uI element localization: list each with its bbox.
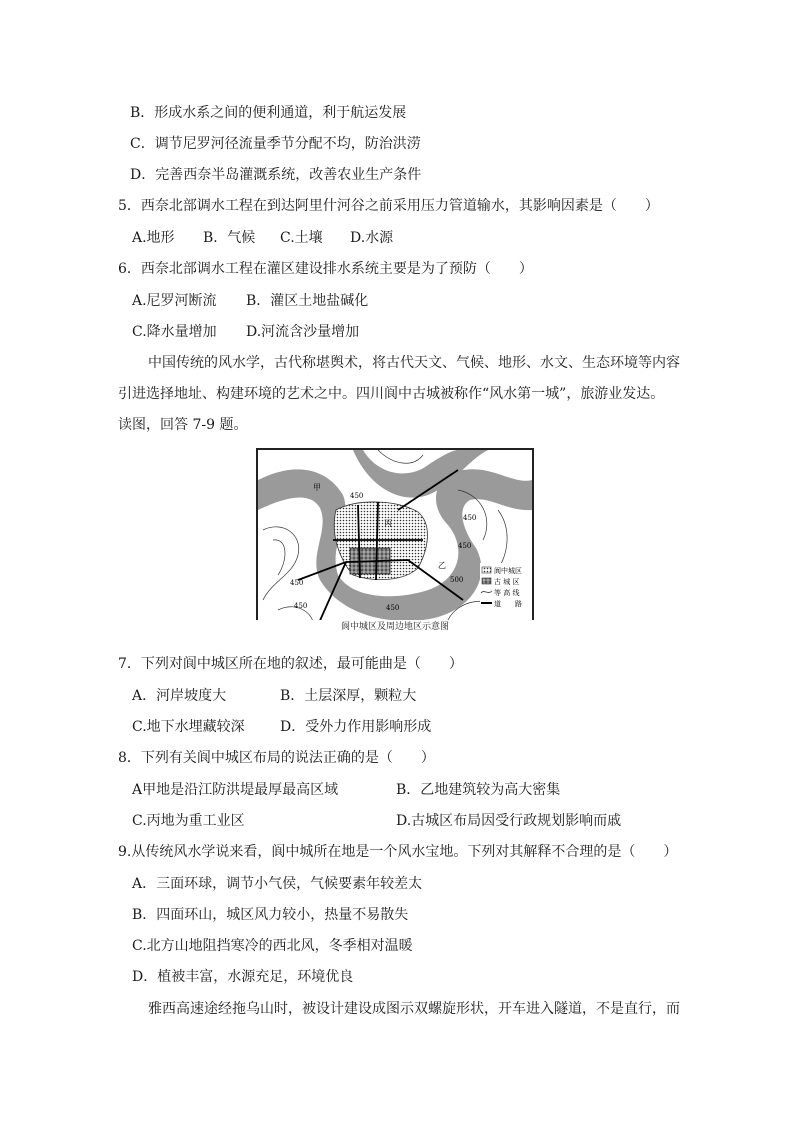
map-legend <box>480 563 532 619</box>
question-5: 5．西奈北部调水工程在到达阿里什河谷之前采用压力管道输水，其影响因素是（ ） <box>118 198 659 214</box>
option-d-line: D．完善西奈半岛灌溉系统，改善农业生产条件 <box>130 167 422 183</box>
question-7: 7．下列对阆中城区所在地的叙述，最可能曲是（ ） <box>118 656 463 672</box>
passage-line-1: 中国传统的风水学，古代称堪舆术，将古代天文、气候、地形、水文、生态环境等内容 <box>148 355 680 371</box>
q7-option-a: A．河岸坡度大 <box>132 688 227 704</box>
contour-label: 450 <box>386 604 400 612</box>
legend-city: 阆中城区 <box>494 567 522 575</box>
q7-option-c: C.地下水埋藏较深 <box>132 719 245 735</box>
q9-option-c: C.北方山地阻挡寒冷的西北风，冬季相对温暖 <box>132 938 413 954</box>
legend-contour: 等 高 线 <box>494 589 520 597</box>
contour-label: 450 <box>463 514 477 522</box>
legend-road: 道 路 <box>494 600 522 608</box>
q6-option-b: B．灌区土地盐碱化 <box>246 293 369 309</box>
contour-label: 450 <box>350 492 364 500</box>
q5-option-d: D.水源 <box>350 230 394 246</box>
legend-old-town: 古 城 区 <box>494 578 520 586</box>
contour-label: 450 <box>290 579 304 587</box>
q6-option-a: A.尼罗河断流 <box>132 293 217 309</box>
q9-option-a: A．三面环球，调节小气侯，气候要素年较差太 <box>132 876 423 892</box>
q8-option-d: D.古城区布局因受行政规划影响而戚 <box>396 813 622 829</box>
q9-option-b: B．四面环山，城区风力较小，热量不易散失 <box>132 907 409 923</box>
q5-option-b: B．气候 <box>203 230 256 246</box>
question-9: 9.从传统风水学说来看，阆中城所在地是一个风水宝地。下列对其解释不合理的是（ ） <box>118 844 678 860</box>
q6-option-c: C.降水量增加 <box>132 324 217 340</box>
q8-option-a: A甲地是沿江防洪堤最厚最高区域 <box>132 782 339 798</box>
q5-option-c: C.土壤 <box>280 230 323 246</box>
label-yi: 乙 <box>438 561 446 570</box>
q6-option-d: D.河流含沙量增加 <box>246 324 360 340</box>
q9-option-d: D．植被丰富，水源充足，环境优良 <box>132 969 354 985</box>
contour-label: 500 <box>450 576 464 584</box>
option-b-line: B．形成水系之间的便利通道，利于航运发展 <box>130 105 407 121</box>
map-drawing <box>258 450 532 632</box>
label-jia: 甲 <box>313 483 321 492</box>
contour-label: 450 <box>458 542 472 550</box>
option-c-line: C．调节尼罗河径流量季节分配不均，防治洪涝 <box>130 136 421 152</box>
question-6: 6．西奈北部调水工程在灌区建设排水系统主要是为了预防（ ） <box>118 261 533 277</box>
label-bing: 丙 <box>384 519 392 528</box>
q5-option-a: A.地形 <box>132 230 175 246</box>
passage-next: 雅西高速途经拖乌山时，被设计建设成图示双螺旋形状，开车进入隧道，不是直行，而 <box>148 1001 680 1017</box>
passage-line-3: 读图，回答 7-9 题。 <box>118 417 248 433</box>
q7-option-d: D．受外力作用影响形成 <box>280 719 432 735</box>
q8-option-b: B．乙地建筑较为高大密集 <box>396 782 561 798</box>
q7-option-b: B．土层深厚，颗粒大 <box>280 688 417 704</box>
passage-line-2: 引进选择地址、构建环境的艺术之中。四川阆中古城被称作“风水第一城”，旅游业发达。 <box>118 386 665 402</box>
question-8: 8．下列有关阆中城区布局的说法正确的是（ ） <box>118 750 435 766</box>
contour-label: 450 <box>294 602 308 610</box>
q8-option-c: C.丙地为重工业区 <box>132 813 245 829</box>
map-caption: 阆中城区及周边地区示意图 <box>256 620 534 634</box>
langzhong-map <box>256 448 534 634</box>
